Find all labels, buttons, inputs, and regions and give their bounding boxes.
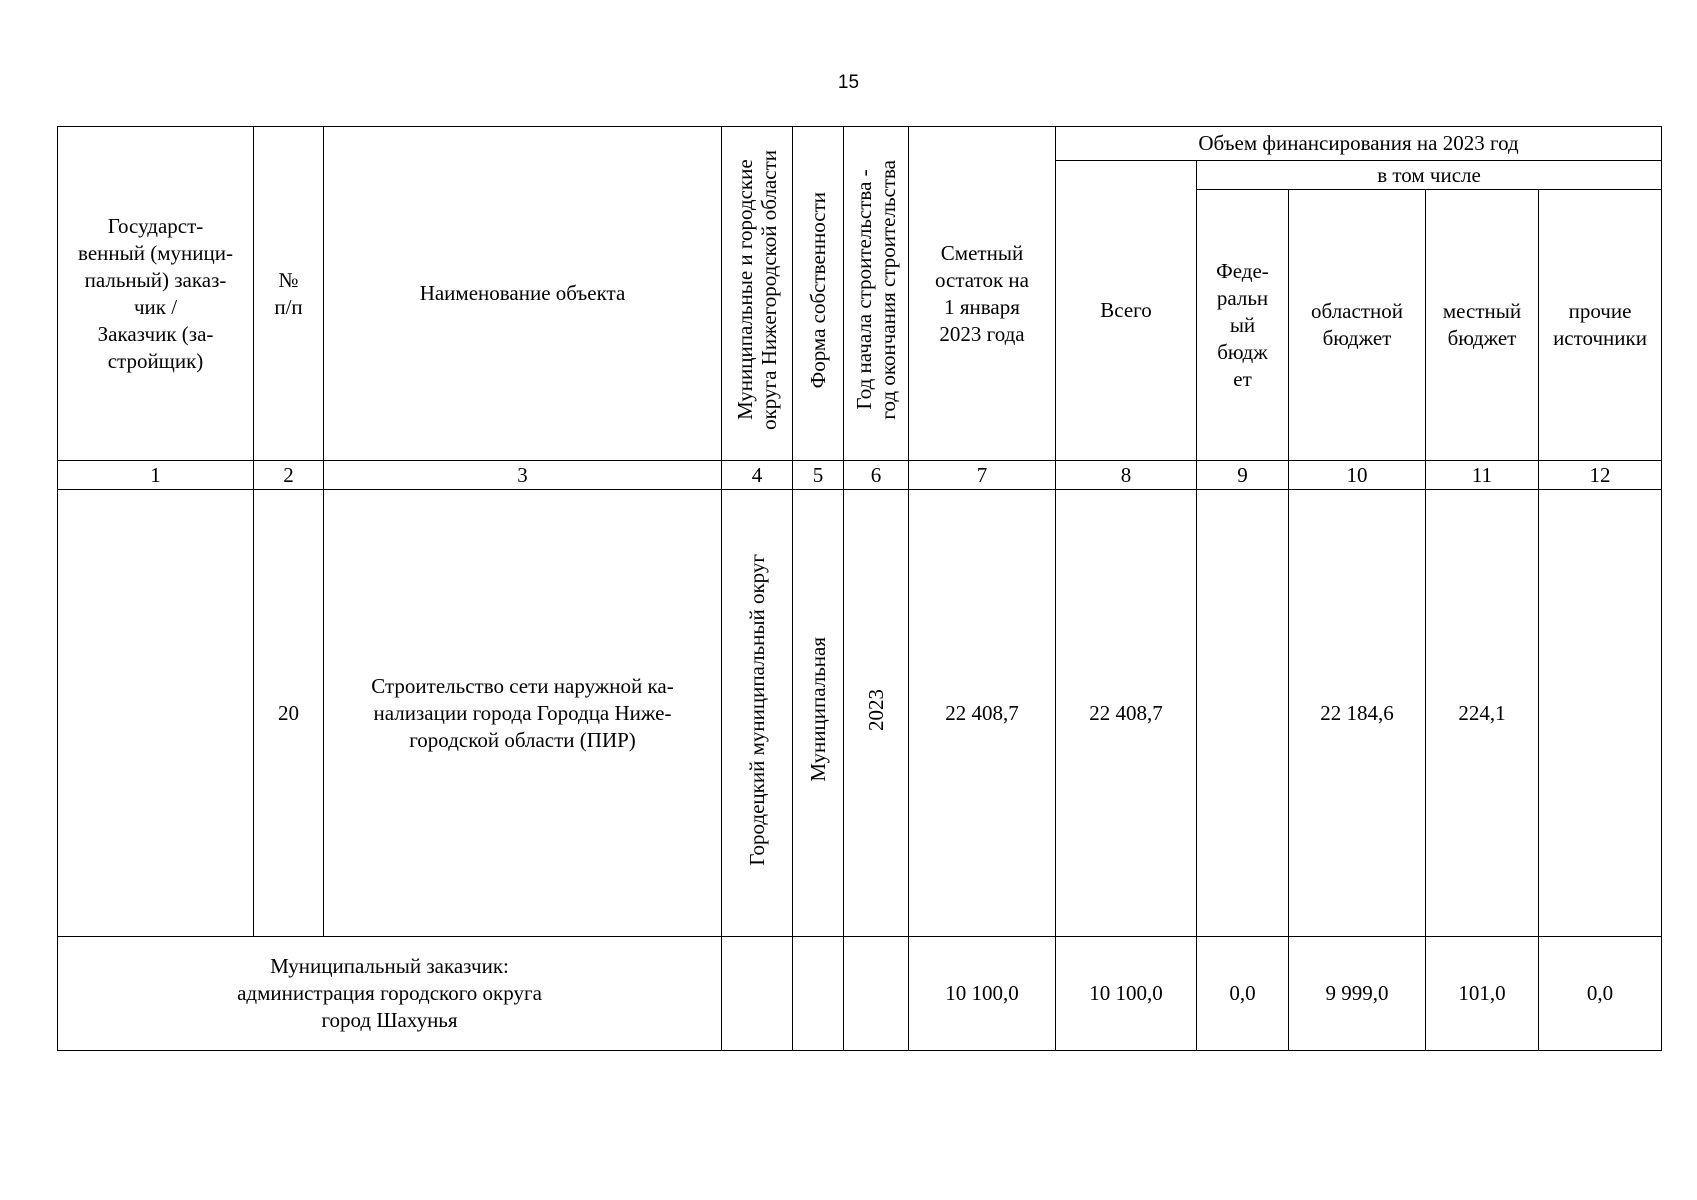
header-local: местный бюджет bbox=[1426, 190, 1539, 461]
summary-label: Муниципальный заказчик: администрация городского округа город Шахунья bbox=[58, 937, 722, 1051]
summary-estimate-balance: 10 100,0 bbox=[909, 937, 1056, 1051]
header-financing-group: Объем финансирования на 2023 год bbox=[1056, 127, 1662, 161]
column-number-row bbox=[58, 461, 1662, 490]
summary-local: 101,0 bbox=[1426, 937, 1539, 1051]
row-number: 20 bbox=[254, 490, 324, 937]
column-number: 3 bbox=[324, 461, 722, 490]
header-customer: Государст- венный (муници- пальный) заказ- чик / Заказчик (за- стройщик) bbox=[58, 127, 254, 461]
header-including: в том числе bbox=[1197, 161, 1662, 190]
column-number: 4 bbox=[722, 461, 793, 490]
row-years: 2023 bbox=[864, 688, 888, 731]
row-ownership: Муниципальная bbox=[806, 637, 830, 782]
column-number: 11 bbox=[1426, 461, 1539, 490]
row-object-name: Строительство сети наружной ка- нализации города Городца Ниже- городской области (ПИР) bbox=[324, 490, 722, 937]
row-estimate-balance: 22 408,7 bbox=[909, 490, 1056, 937]
column-number: 12 bbox=[1539, 461, 1662, 490]
row-customer bbox=[58, 490, 254, 937]
row-total: 22 408,7 bbox=[1056, 490, 1197, 937]
row-municipality: Городецкий муниципальный округ bbox=[745, 553, 769, 866]
summary-years bbox=[844, 937, 909, 1051]
column-number: 6 bbox=[844, 461, 909, 490]
summary-regional: 9 999,0 bbox=[1289, 937, 1426, 1051]
column-number: 5 bbox=[793, 461, 844, 490]
header-ownership: Форма собственности bbox=[806, 191, 830, 389]
table-row bbox=[58, 490, 1662, 937]
row-federal bbox=[1197, 490, 1289, 937]
row-local: 224,1 bbox=[1426, 490, 1539, 937]
header-estimate-balance: Сметный остаток на 1 января 2023 года bbox=[909, 127, 1056, 461]
summary-total: 10 100,0 bbox=[1056, 937, 1197, 1051]
page-number: 15 bbox=[837, 72, 860, 93]
summary-other: 0,0 bbox=[1539, 937, 1662, 1051]
header-number: № п/п bbox=[254, 127, 324, 461]
financing-table bbox=[57, 126, 1662, 1051]
column-number: 8 bbox=[1056, 461, 1197, 490]
column-number: 1 bbox=[58, 461, 254, 490]
header-municipality: Муниципальные и городские округа Нижегородской области bbox=[733, 150, 781, 430]
header-years: Год начала строительства - год окончания строительства bbox=[852, 160, 900, 420]
column-number: 9 bbox=[1197, 461, 1289, 490]
summary-row bbox=[58, 937, 1662, 1051]
summary-municipality bbox=[722, 937, 793, 1051]
column-number: 2 bbox=[254, 461, 324, 490]
column-number: 7 bbox=[909, 461, 1056, 490]
header-federal: Феде- ральн ый бюдж ет bbox=[1197, 190, 1289, 461]
row-other bbox=[1539, 490, 1662, 937]
row-regional: 22 184,6 bbox=[1289, 490, 1426, 937]
header-object-name: Наименование объекта bbox=[324, 127, 722, 461]
header-row-1 bbox=[58, 127, 1662, 161]
summary-federal: 0,0 bbox=[1197, 937, 1289, 1051]
summary-ownership bbox=[793, 937, 844, 1051]
header-total: Всего bbox=[1056, 161, 1197, 461]
header-other: прочие источники bbox=[1539, 190, 1662, 461]
column-number: 10 bbox=[1289, 461, 1426, 490]
header-regional: областной бюджет bbox=[1289, 190, 1426, 461]
